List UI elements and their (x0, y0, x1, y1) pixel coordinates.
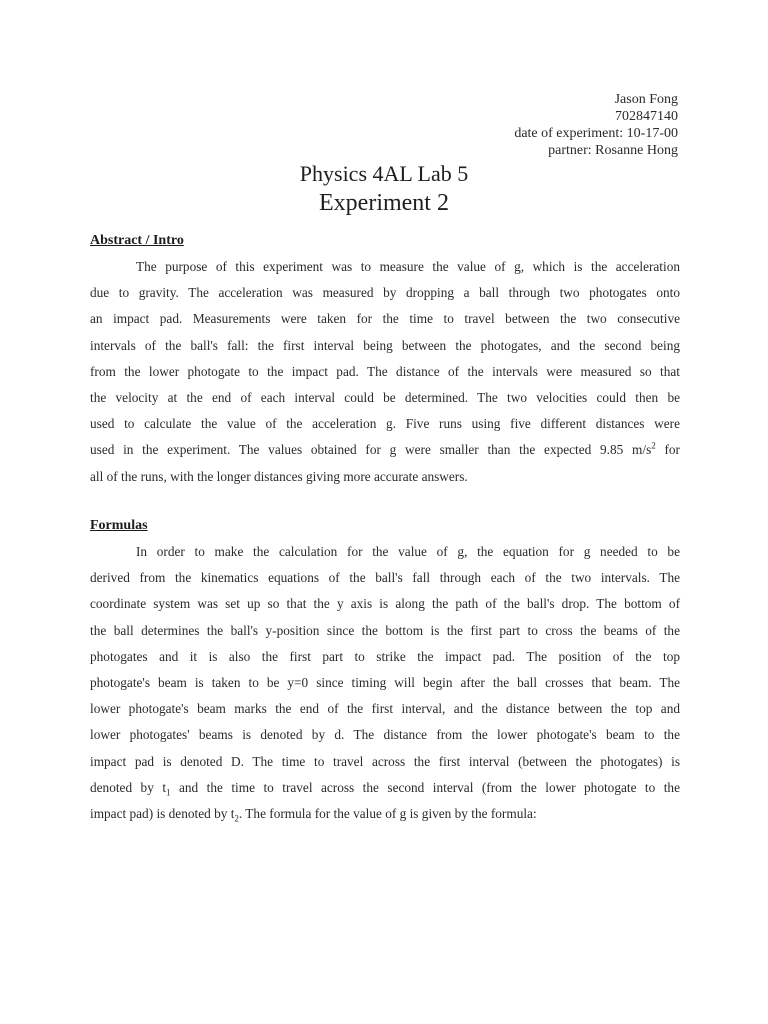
abstract-heading: Abstract / Intro (90, 233, 184, 248)
formulas-section (90, 517, 680, 827)
formulas-line-text: denoted by t (90, 779, 167, 795)
abstract-line: intervals of the ball's fall: the first interval being between the photogates, and the second being (90, 337, 680, 353)
title-line-experiment: Experiment 2 (319, 190, 449, 216)
abstract-line: an impact pad. Measurements were taken for the time to travel between the two consecutive (90, 311, 680, 327)
lab-partner: partner: Rosanne Hong (548, 143, 678, 158)
formulas-line-text: and the time to travel across the second interval (from the lower photogate to the (170, 779, 680, 795)
author-name: Jason Fong (614, 92, 678, 107)
document-title (0, 160, 768, 218)
formulas-line: derived from the kinematics equations of the ball's fall through each of the two intervals. The (90, 570, 680, 586)
formulas-line-text: impact pad) is denoted by t (90, 806, 235, 822)
abstract-section (90, 232, 680, 490)
abstract-line: due to gravity. The acceleration was measured by dropping a ball through two photogates onto (90, 285, 680, 301)
subscript-t2: 2 (234, 813, 239, 824)
abstract-line: from the lower photogate to the impact pad. The distance of the intervals were measured so that (90, 363, 680, 379)
formulas-line: the ball determines the ball's y-position since the bottom is the first part to cross the beams of the (90, 622, 680, 638)
formulas-line: photogates and it is also the first part to strike the impact pad. The position of the top (90, 648, 680, 664)
abstract-line: used to calculate the value of the acceleration g. Five runs using five different distances were (90, 416, 680, 432)
formulas-line: impact pad is denoted D. The time to travel across the first interval (between the photogates) is (90, 753, 680, 769)
formulas-paragraph (90, 539, 680, 827)
title-line-course: Physics 4AL Lab 5 (299, 161, 469, 186)
abstract-paragraph (90, 254, 680, 490)
experiment-date: date of experiment: 10-17-00 (514, 126, 678, 141)
formulas-line: coordinate system was set up so that the y axis is along the path of the ball's drop. The bottom of (90, 596, 680, 612)
student-id: 702847140 (615, 109, 678, 124)
formulas-heading: Formulas (90, 518, 148, 533)
abstract-line: The purpose of this experiment was to measure the value of g, which is the acceleration (136, 259, 680, 274)
formulas-line-with-subscript (90, 775, 680, 801)
abstract-line: all of the runs, with the longer distances giving more accurate answers. (90, 468, 468, 484)
abstract-line-text: used in the experiment. The values obtained for g were smaller than the expected 9.85 m/s (90, 442, 652, 458)
formulas-line: photogate's beam is taken to be y=0 since timing will begin after the ball crosses that beam. The (90, 675, 680, 691)
subscript-t1: 1 (166, 787, 171, 798)
author-header (514, 91, 678, 159)
formulas-line: lower photogates' beams is denoted by d. The distance from the lower photogate's beam to the (90, 727, 680, 743)
abstract-line-tail: for (655, 442, 680, 458)
abstract-line-with-superscript (90, 437, 680, 463)
formulas-line-text: . The formula for the value of g is given by the formula: (238, 806, 537, 822)
superscript-exponent: 2 (651, 441, 656, 451)
formulas-line-with-subscript (90, 801, 680, 827)
formulas-line: lower photogate's beam marks the end of the first interval, and the distance between the top and (90, 701, 680, 717)
formulas-line: In order to make the calculation for the value of g, the equation for g needed to be (136, 544, 680, 559)
abstract-line: the velocity at the end of each interval could be determined. The two velocities could then be (90, 390, 680, 406)
